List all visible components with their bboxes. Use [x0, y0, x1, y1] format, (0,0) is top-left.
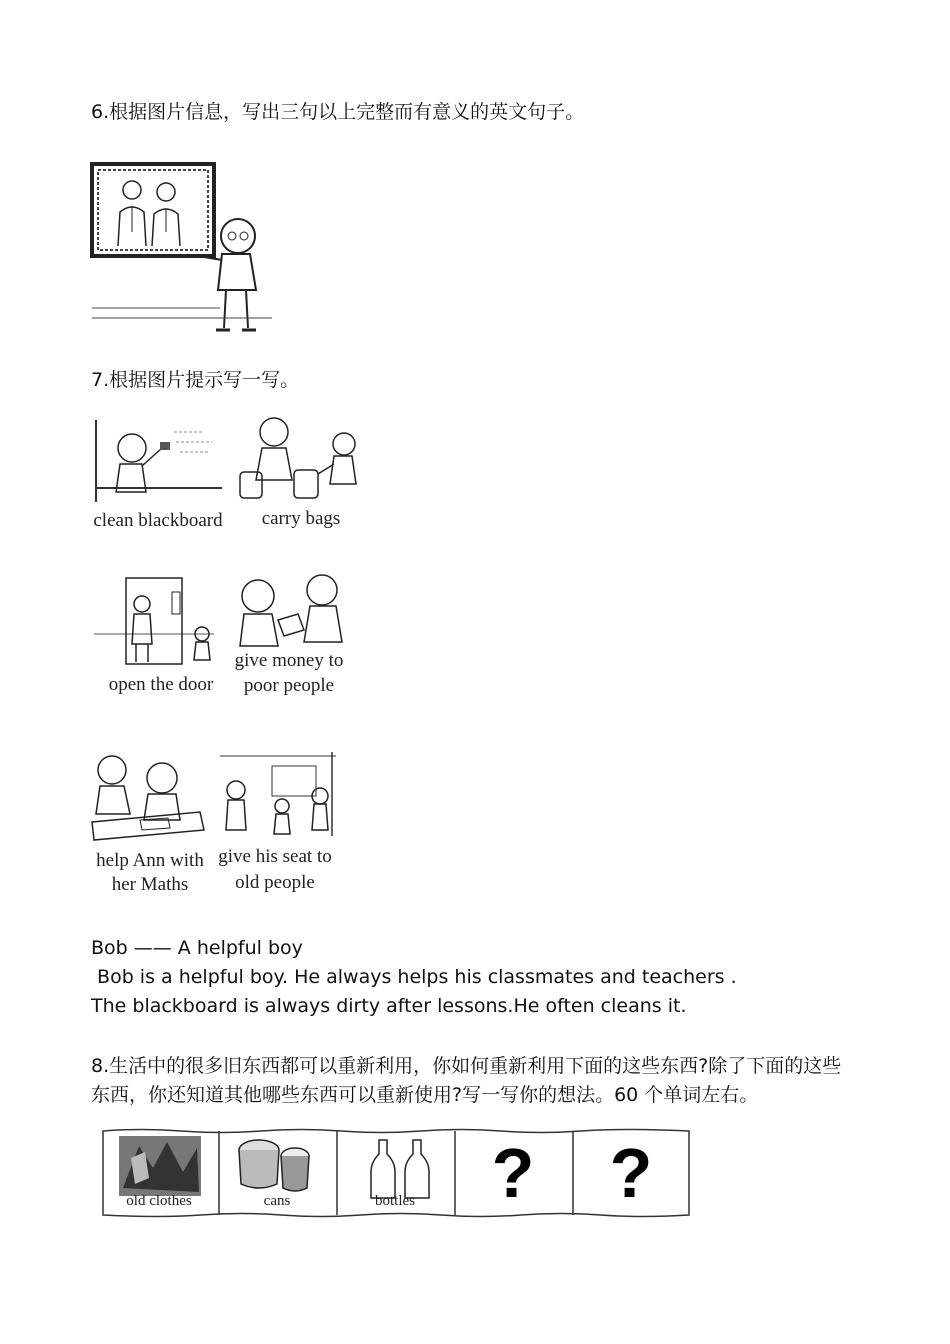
give-seat-caption-line2: old people — [235, 872, 315, 893]
help-ann-caption-line1: help Ann with — [96, 850, 204, 871]
carry-bags-caption: carry bags — [261, 508, 341, 529]
help-ann-illustration — [90, 748, 210, 846]
give-money-caption-line1: give money to — [234, 650, 344, 671]
item-bottles-label: bottles — [375, 1193, 415, 1209]
essay-line-2: The blackboard is always dirty after lessons.He often cleans it. — [91, 995, 687, 1017]
clean-blackboard-illustration — [90, 418, 230, 508]
q6-illustration — [90, 160, 280, 346]
question-mark-icon: ? — [609, 1134, 653, 1212]
item-bottles — [337, 1128, 453, 1216]
item-cans-label: cans — [263, 1193, 291, 1209]
essay-line-1: Bob is a helpful boy. He always helps his classmates and teachers . — [91, 966, 737, 988]
carry-bags-illustration — [234, 414, 370, 506]
clean-blackboard-caption: clean blackboard — [93, 510, 223, 531]
give-seat-illustration — [216, 750, 340, 842]
give-money-illustration — [232, 570, 352, 650]
open-door-illustration — [90, 574, 222, 670]
item-unknown-2 — [573, 1128, 689, 1216]
q7-prompt: 7.根据图片提示写一写。 — [91, 369, 300, 391]
open-door-caption: open the door — [108, 674, 214, 695]
question-mark-icon: ? — [491, 1134, 535, 1212]
item-cans — [219, 1128, 335, 1216]
give-seat-caption-line1: give his seat to — [218, 846, 332, 867]
q8-prompt-line-2: 东西，你还知道其他哪些东西可以重新使用?写一写你的想法。60 个单词左右。 — [91, 1084, 759, 1106]
q6-prompt: 6.根据图片信息，写出三句以上完整而有意义的英文句子。 — [91, 101, 585, 123]
help-ann-caption-line2: her Maths — [111, 874, 189, 895]
reuse-items-strip — [101, 1128, 691, 1218]
q8-prompt-line-1: 8.生活中的很多旧东西都可以重新利用，你如何重新利用下面的这些东西?除了下面的这些 — [91, 1055, 842, 1077]
item-unknown-1 — [455, 1128, 571, 1216]
give-money-caption-line2: poor people — [243, 675, 335, 696]
essay-title: Bob —— A helpful boy — [91, 937, 303, 959]
item-old-clothes-label: old clothes — [126, 1193, 192, 1209]
item-old-clothes — [101, 1128, 217, 1216]
